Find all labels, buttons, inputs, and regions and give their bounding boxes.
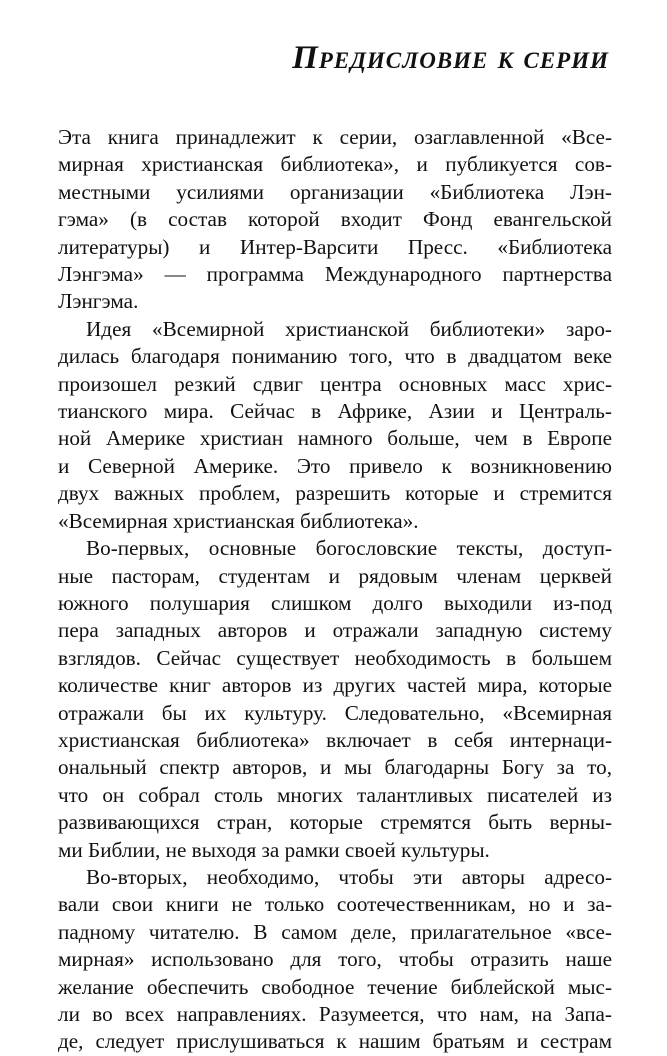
text-line: местными усилиями организации «Библиотека Лэн- [58, 179, 612, 204]
text-line: Во-первых, основные богословские тексты, доступ- [86, 536, 612, 561]
text-line: ной Америке христиан намного больше, чем в Европе [58, 426, 612, 451]
text-line: Лэнгэма» — программа Международного партнерства [58, 262, 612, 287]
text-line: что он собрал столь многих талантливых писателей из [58, 782, 612, 807]
text-line: ональный спектр авторов, и мы благодарны Богу за то, [58, 755, 612, 780]
text-line: тианского мира. Сейчас в Африке, Азии и Централь- [58, 399, 612, 424]
text-line: взглядов. Сейчас существует необходимость в большем [58, 645, 612, 670]
text-line: Идея «Всемирной христианской библиотеки» заро- [86, 316, 612, 341]
text-line: ми Библии, не выходя за рамки своей культуры. [58, 837, 490, 862]
text-line: мирная» использовано для того, чтобы отразить наше [58, 947, 612, 972]
page-title: Предисловие к серии [292, 40, 609, 76]
text-line: гэма» (в состав которой входит Фонд евангельской [58, 207, 612, 232]
paragraph-4 [58, 864, 612, 1056]
text-line: дилась благодаря пониманию того, что в двадцатом веке [58, 344, 612, 369]
text-line: «Всемирная христианская библиотека». [58, 508, 419, 533]
text-line: двух важных проблем, разрешить которые и стремится [58, 481, 612, 506]
text-line: пера западных авторов и отражали западную систему [58, 618, 612, 643]
text-line: литературы) и Интер-Варсити Пресс. «Библиотека [58, 234, 612, 259]
text-line: произошел резкий сдвиг центра основных масс хрис- [58, 371, 612, 396]
text-line: развивающихся стран, которые стремятся быть верны- [58, 810, 612, 835]
text-line: Лэнгэма. [58, 289, 139, 314]
text-line: Во-вторых, необходимо, чтобы эти авторы адресо- [86, 864, 612, 889]
body-text [58, 124, 612, 1056]
paragraph-3 [58, 535, 612, 864]
text-line: отражали бы их культуру. Следовательно, «Всемирная [58, 700, 612, 725]
paragraph-1 [58, 124, 612, 316]
paragraph-2 [58, 316, 612, 535]
text-line: ли во всех направлениях. Разумеется, что нам, на Запа- [58, 1002, 612, 1026]
text-line: мирная христианская библиотека», и публикуется сов- [58, 152, 612, 177]
text-line: христианская библиотека» включает в себя интернаци- [58, 727, 612, 752]
text-line: и Северной Америке. Это привело к возникновению [58, 453, 612, 478]
text-line: вали свои книги не только соотечественникам, но и за- [58, 892, 612, 917]
text-line: падному читателю. В самом деле, прилагательное «все- [58, 919, 612, 944]
text-line: южного полушария слишком долго выходили из-под [58, 590, 612, 615]
text-line: количестве книг авторов из других частей мира, которые [58, 673, 612, 698]
text-line: ные пасторам, студентам и рядовым членам церквей [58, 563, 612, 588]
text-line: Эта книга принадлежит к серии, озаглавленной «Все- [58, 125, 612, 149]
text-line: де, следует прислушиваться к нашим братьям и сестрам [58, 1029, 612, 1054]
text-line: желание обеспечить свободное течение библейской мыс- [58, 974, 612, 999]
